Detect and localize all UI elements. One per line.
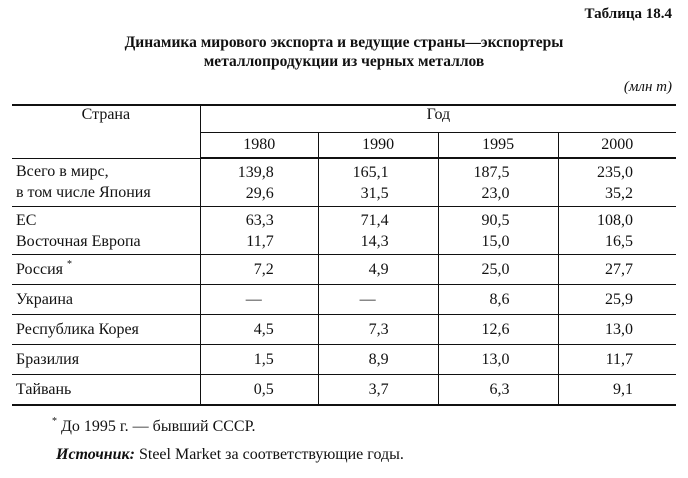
footnote <box>52 418 255 436</box>
value-cell: 6,3 <box>438 375 558 406</box>
cell-value: 90,5 <box>481 211 510 229</box>
value-cell: 12,6 <box>438 315 558 345</box>
value-cell <box>200 207 318 255</box>
cell-value: 15,0 <box>481 232 510 250</box>
cell-value: 11,7 <box>246 232 274 250</box>
cell-value: 108,0 <box>597 211 633 229</box>
value-cell: — <box>318 285 438 315</box>
table-row <box>12 158 676 207</box>
value-cell: 4,5 <box>200 315 318 345</box>
cell-value: 235,0 <box>597 163 633 181</box>
header-country: Страна <box>12 105 200 158</box>
value-cell <box>200 158 318 207</box>
value-cell <box>318 207 438 255</box>
table-row <box>12 315 676 345</box>
value-cell: 25,9 <box>558 285 676 315</box>
cell-value: 35,2 <box>605 184 633 202</box>
cell-value: 71,4 <box>360 211 389 229</box>
value-cell: 9,1 <box>558 375 676 406</box>
row-name-cell <box>12 255 200 285</box>
table-title <box>0 33 688 71</box>
source-label: Источник: <box>56 446 135 463</box>
value-cell: 8,6 <box>438 285 558 315</box>
row-name-cell <box>12 207 200 255</box>
table-number: Таблица 18.4 <box>584 6 672 22</box>
title-line-2: металлопродукции из черных металлов <box>203 53 485 70</box>
table-row <box>12 375 676 406</box>
value-cell: 7,2 <box>200 255 318 285</box>
header-year-1995: 1995 <box>438 133 558 159</box>
value-cell: — <box>200 285 318 315</box>
row-name: Тайвань <box>12 375 200 406</box>
cell-value: 16,5 <box>605 232 633 250</box>
source-text: Steel Market за соответствующие годы. <box>134 446 404 463</box>
header-year-2000: 2000 <box>558 133 676 159</box>
cell-value: 63,3 <box>245 211 274 229</box>
row-name: Восточная Европа <box>16 232 141 250</box>
value-cell: 3,7 <box>318 375 438 406</box>
header-year-group: Год <box>200 105 676 133</box>
value-cell: 13,0 <box>558 315 676 345</box>
table-row <box>12 285 676 315</box>
title-line-1: Динамика мирового экспорта и ведущие страны—экспортеры <box>124 34 564 51</box>
row-name: Россия <box>16 260 64 278</box>
value-cell: 7,3 <box>318 315 438 345</box>
cell-value: 29,6 <box>245 184 274 202</box>
value-cell: 11,7 <box>558 345 676 375</box>
export-table <box>12 104 676 406</box>
row-name: Республика Корея <box>12 315 200 345</box>
value-cell: 8,9 <box>318 345 438 375</box>
value-cell <box>558 207 676 255</box>
header-year-1990: 1990 <box>318 133 438 159</box>
cell-value: 187,5 <box>473 163 510 181</box>
row-name: Украина <box>12 285 200 315</box>
value-cell: 13,0 <box>438 345 558 375</box>
source-note <box>56 446 404 464</box>
row-name-cell <box>12 158 200 207</box>
header-year-1980: 1980 <box>200 133 318 159</box>
cell-value: 165,1 <box>352 163 389 181</box>
row-name: ЕС <box>16 211 37 229</box>
footnote-marker: * <box>67 258 73 270</box>
row-name: Всего в мирс, <box>16 163 109 181</box>
value-cell: 1,5 <box>200 345 318 375</box>
table-row <box>12 255 676 285</box>
table-row <box>12 207 676 255</box>
cell-value: 139,8 <box>237 163 274 181</box>
cell-value: 31,5 <box>360 184 389 202</box>
row-name: Бразилия <box>12 345 200 375</box>
value-cell <box>438 207 558 255</box>
value-cell: 25,0 <box>438 255 558 285</box>
value-cell <box>558 158 676 207</box>
unit-label: (млн т) <box>623 79 672 95</box>
footnote-text: До 1995 г. — бывший СССР. <box>61 418 256 435</box>
value-cell <box>438 158 558 207</box>
value-cell: 27,7 <box>558 255 676 285</box>
row-name: в том числе Япония <box>16 184 151 202</box>
value-cell: 0,5 <box>200 375 318 406</box>
table-row <box>12 345 676 375</box>
cell-value: 23,0 <box>481 184 510 202</box>
footnote-marker: * <box>52 416 57 427</box>
value-cell: 4,9 <box>318 255 438 285</box>
value-cell <box>318 158 438 207</box>
cell-value: 14,3 <box>360 232 389 250</box>
